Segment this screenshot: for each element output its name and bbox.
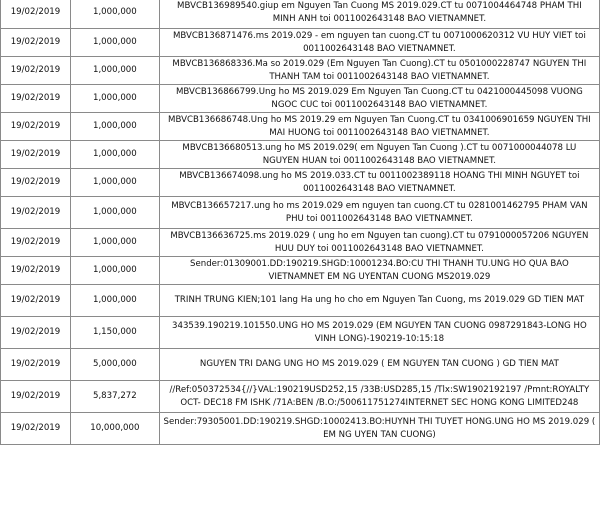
amount-cell: 1,000,000 xyxy=(70,197,159,229)
amount-cell: 5,837,272 xyxy=(70,381,159,413)
date-cell: 19/02/2019 xyxy=(1,257,71,285)
amount-cell: 1,000,000 xyxy=(70,29,159,57)
date-cell: 19/02/2019 xyxy=(1,413,71,445)
amount-cell: 1,000,000 xyxy=(70,257,159,285)
table-row xyxy=(1,0,600,29)
date-cell: 19/02/2019 xyxy=(1,0,71,29)
description-cell: Sender:79305001.DD:190219.SHGD:10002413.BO:HUYNH THI TUYET HONG.UNG HO MS 2019.029 ( EM NG UYEN TAN CUONG) xyxy=(159,413,599,445)
amount-cell: 1,000,000 xyxy=(70,113,159,141)
description-cell: MBVCB136866799.Ung ho MS 2019.029 Em Nguyen Tan Cuong.CT tu 0421000445098 VUONG NGOC CUC toi 0011002643148 BAO VIETNAMNET. xyxy=(159,85,599,113)
description-cell: TRINH TRUNG KIEN;101 lang Ha ung ho cho em Nguyen Tan Cuong, ms 2019.029 GD TIEN MAT xyxy=(159,285,599,317)
table-row xyxy=(1,285,600,317)
table-row xyxy=(1,141,600,169)
date-cell: 19/02/2019 xyxy=(1,57,71,85)
date-cell: 19/02/2019 xyxy=(1,141,71,169)
table-row xyxy=(1,113,600,141)
description-cell: MBVCB136989540.giup em Nguyen Tan Cuong MS 2019.029.CT tu 0071004464748 PHAM THI MINH ANH toi 0011002643148 BAO VIETNAMNET. xyxy=(159,0,599,29)
date-cell: 19/02/2019 xyxy=(1,85,71,113)
description-cell: MBVCB136871476.ms 2019.029 - em nguyen tan cuong.CT tu 0071000620312 VU HUY VIET toi 0011002643148 BAO VIETNAMNET. xyxy=(159,29,599,57)
description-cell: MBVCB136657217.ung ho ms 2019.029 em nguyen tan cuong.CT tu 0281001462795 PHAM VAN PHU toi 0011002643148 BAO VIETNAMNET. xyxy=(159,197,599,229)
date-cell: 19/02/2019 xyxy=(1,349,71,381)
amount-cell: 1,000,000 xyxy=(70,285,159,317)
amount-cell: 1,000,000 xyxy=(70,229,159,257)
description-cell: MBVCB136868336.Ma so 2019.029 (Em Nguyen Tan Cuong).CT tu 0501000228747 NGUYEN THI THANH TAM toi 0011002643148 BAO VIETNAMNET. xyxy=(159,57,599,85)
table-row xyxy=(1,29,600,57)
description-cell: MBVCB136636725.ms 2019.029 ( ung ho em Nguyen tan cuong).CT tu 0791000057206 NGUYEN HUU DUY toi 0011002643148 BAO VIETNAMNET. xyxy=(159,229,599,257)
table-row xyxy=(1,57,600,85)
amount-cell: 1,000,000 xyxy=(70,0,159,29)
date-cell: 19/02/2019 xyxy=(1,197,71,229)
date-cell: 19/02/2019 xyxy=(1,29,71,57)
table-row xyxy=(1,169,600,197)
amount-cell: 1,000,000 xyxy=(70,85,159,113)
table-row xyxy=(1,317,600,349)
table-row xyxy=(1,197,600,229)
date-cell: 19/02/2019 xyxy=(1,113,71,141)
date-cell: 19/02/2019 xyxy=(1,381,71,413)
date-cell: 19/02/2019 xyxy=(1,285,71,317)
date-cell: 19/02/2019 xyxy=(1,229,71,257)
table-row xyxy=(1,349,600,381)
table-row xyxy=(1,85,600,113)
table-row xyxy=(1,413,600,445)
description-cell: MBVCB136680513.ung ho MS 2019.029( em Nguyen Tan Cuong ).CT tu 0071000044078 LU NGUYEN HUAN toi 0011002643148 BAO VIETNAMNET. xyxy=(159,141,599,169)
description-cell: //Ref:050372534{//}VAL:190219USD252,15 /33B:USD285,15 /Tlx:SW1902192197 /Pmnt:ROYALTY OCT- DEC18 FM ISHK /71A:BEN /B.O:/500611751274INTERNET SEC HONG KONG LIMITED248 xyxy=(159,381,599,413)
description-cell: NGUYEN TRI DANG UNG HO MS 2019.029 ( EM NGUYEN TAN CUONG ) GD TIEN MAT xyxy=(159,349,599,381)
description-cell: 343539.190219.101550.UNG HO MS 2019.029 (EM NGUYEN TAN CUONG 0987291843-LONG HO VINH LONG)-190219-10:15:18 xyxy=(159,317,599,349)
table-row xyxy=(1,257,600,285)
transactions-body xyxy=(1,0,600,445)
description-cell: Sender:01309001.DD:190219.SHGD:10001234.BO:CU THI THANH TU.UNG HO QUA BAO VIETNAMNET EM NG UYENTAN CUONG MS2019.029 xyxy=(159,257,599,285)
amount-cell: 1,000,000 xyxy=(70,57,159,85)
amount-cell: 5,000,000 xyxy=(70,349,159,381)
description-cell: MBVCB136686748.Ung ho MS 2019.29 em Nguyen Tan Cuong.CT tu 0341006901659 NGUYEN THI MAI HUONG toi 0011002643148 BAO VIETNAMNET. xyxy=(159,113,599,141)
amount-cell: 10,000,000 xyxy=(70,413,159,445)
amount-cell: 1,000,000 xyxy=(70,141,159,169)
date-cell: 19/02/2019 xyxy=(1,169,71,197)
date-cell: 19/02/2019 xyxy=(1,317,71,349)
table-row xyxy=(1,229,600,257)
table-row xyxy=(1,381,600,413)
amount-cell: 1,000,000 xyxy=(70,169,159,197)
description-cell: MBVCB136674098.ung ho MS 2019.033.CT tu 0011002389118 HOANG THI MINH NGUYET toi 0011002643148 BAO VIETNAMNET. xyxy=(159,169,599,197)
amount-cell: 1,150,000 xyxy=(70,317,159,349)
